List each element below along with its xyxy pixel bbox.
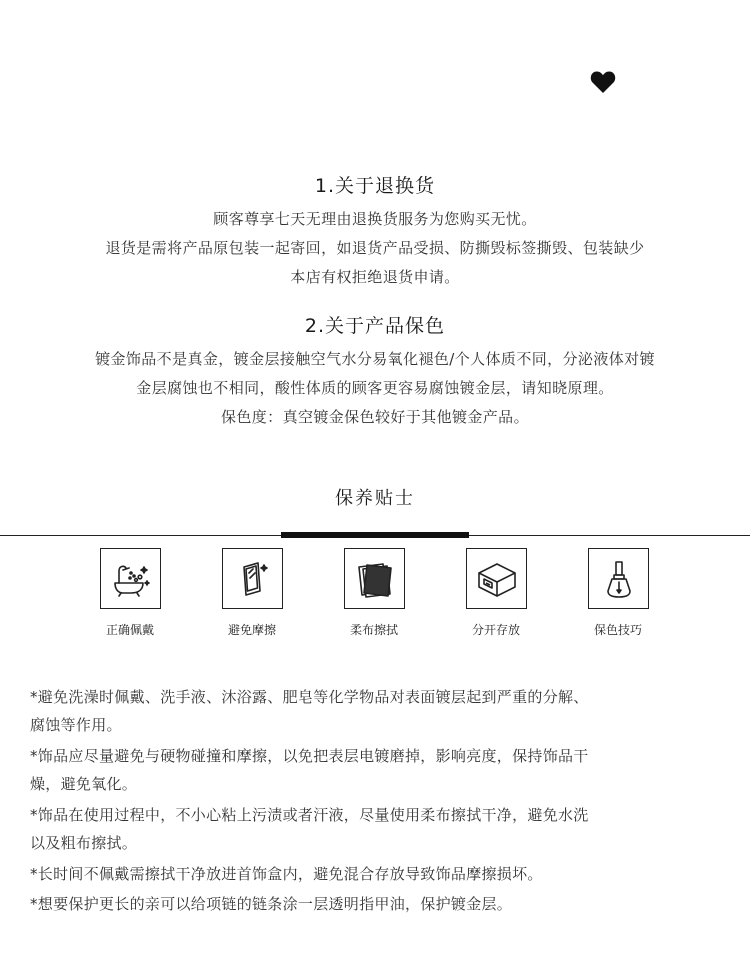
care-icon-box: [100, 548, 161, 609]
care-icon-box: [222, 548, 283, 609]
care-note-line: *避免洗澡时佩戴、洗手液、沐浴露、肥皂等化学物品对表面镀层起到严重的分解、: [30, 688, 589, 706]
care-note-line: 腐蚀等作用。: [30, 716, 122, 734]
color-retention-title: 2.关于产品保色: [304, 315, 446, 337]
care-icon-label: 分开存放: [471, 623, 520, 637]
care-note-line: *饰品应尽量避免与硬物碰撞和摩擦，以免把表层电镀磨掉，影响亮度，保持饰品干: [30, 747, 589, 765]
mirror-icon: [231, 557, 275, 601]
returns-line: 顾客尊享七天无理由退换货服务为您购买无忧。: [213, 210, 537, 228]
nail-polish-icon: [597, 557, 641, 601]
care-note-line: 以及粗布擦拭。: [30, 834, 138, 852]
cloth-icon: [353, 557, 397, 601]
box-icon: [475, 557, 519, 601]
care-icon-box: [466, 548, 527, 609]
care-title: 保养贴士: [335, 488, 415, 509]
care-icon-label: 正确佩戴: [105, 623, 154, 637]
color-retention-line: 保色度：真空镀金保色较好于其他镀金产品。: [220, 408, 529, 426]
divider-accent: [281, 532, 469, 538]
care-icon-box: [588, 548, 649, 609]
heart-icon: [590, 70, 616, 94]
care-note-line: *想要保护更长的亲可以给项链的链条涂一层透明指甲油，保护镀金层。: [30, 895, 513, 913]
color-retention-line: 镀金饰品不是真金，镀金层接触空气水分易氧化褪色/个人体质不同，分泌液体对镀: [95, 350, 655, 368]
care-note-line: *饰品在使用过程中，不小心粘上污渍或者汗液，尽量使用柔布擦拭干净，避免水洗: [30, 806, 589, 824]
care-note-line: 燥，避免氧化。: [30, 775, 138, 793]
returns-line: 本店有权拒绝退货申请。: [290, 268, 460, 286]
care-icon-label: 避免摩擦: [227, 623, 276, 637]
care-icon-box: [344, 548, 405, 609]
care-icon-label: 柔布擦拭: [349, 623, 398, 637]
returns-line: 退货是需将产品原包装一起寄回，如退货产品受损、防撕毁标签撕毁、包装缺少: [105, 239, 645, 257]
returns-title: 1.关于退换货: [314, 175, 436, 197]
care-icon-label: 保色技巧: [593, 623, 642, 637]
bathtub-icon: [109, 557, 153, 601]
color-retention-line: 金层腐蚀也不相同，酸性体质的顾客更容易腐蚀镀金层，请知晓原理。: [136, 379, 614, 397]
care-note-line: *长时间不佩戴需擦拭干净放进首饰盒内，避免混合存放导致饰品摩擦损坏。: [30, 865, 543, 883]
